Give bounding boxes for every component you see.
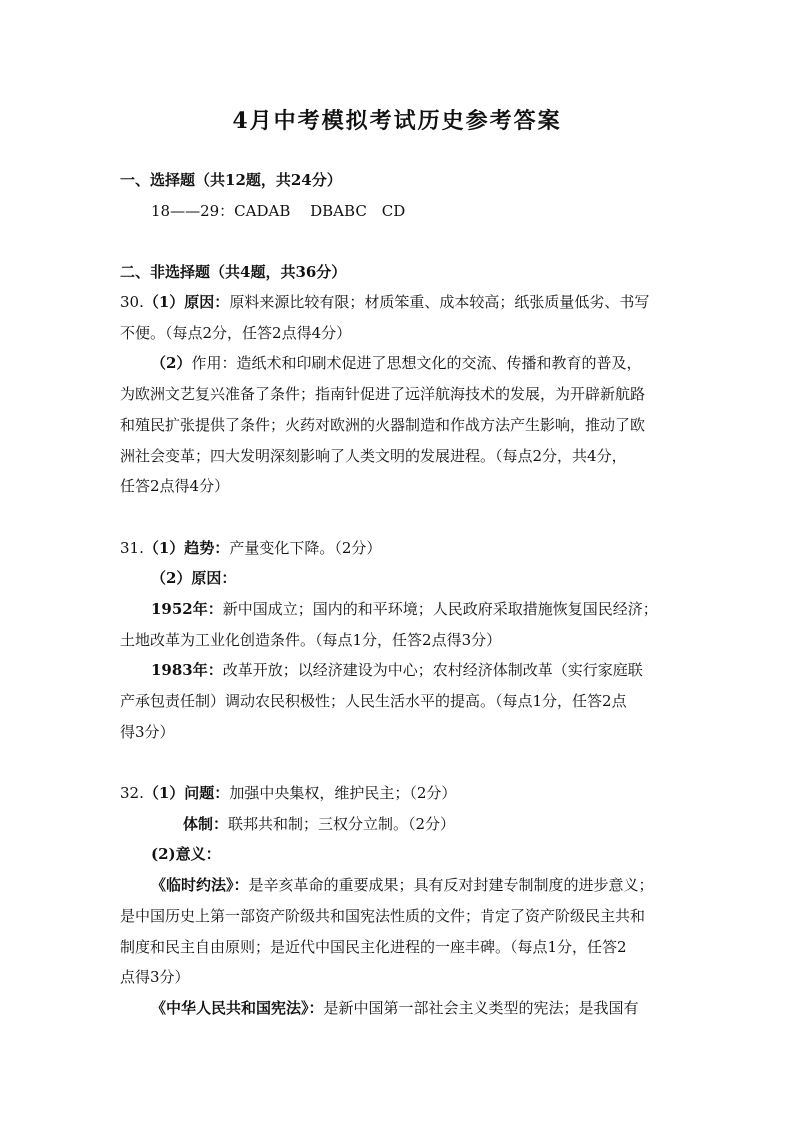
q31-part1-label: （1）趋势： — [143, 539, 230, 557]
q31-1983-label: 1983年： — [151, 661, 223, 679]
q31-1983-line-2: 产承包责任制）调动农民积极性；人民生活水平的提高。（每点1分，任答2点 — [120, 692, 627, 710]
q31-1983-text: 改革开放；以经济建设为中心；农村经济体制改革（实行家庭联 — [222, 661, 643, 679]
q31-part2-label: （2）原因： — [151, 569, 237, 587]
q31-1952-line-1 — [151, 599, 658, 619]
q32-system-label: 体制： — [183, 815, 229, 833]
q32-law1-line-1 — [151, 875, 654, 895]
q32-law1-line-2: 是中国历史上第一部资产阶级共和国宪法性质的文件；肯定了资产阶级民主共和 — [120, 907, 646, 925]
q31-1952-line-2: 土地改革为工业化创造条件。（每点1分，任答2点得3分） — [120, 631, 502, 649]
q30-part2-text: 作用：造纸术和印刷术促进了思想文化的交流、传播和教育的普及， — [191, 354, 642, 372]
q32-law2-label: 《中华人民共和国宪法》： — [151, 999, 324, 1017]
q30-part1-label: （1）原因： — [143, 293, 230, 311]
q31-1983-line-1 — [151, 660, 643, 680]
q31-1952-text: 新中国成立；国内的和平环境；人民政府采取措施恢复国民经济； — [222, 600, 658, 618]
q30-line-1 — [120, 292, 649, 312]
q30-line-4: 为欧洲文艺复兴准备了条件；指南针促进了远洋航海技术的发展，为开辟新航路 — [120, 385, 646, 403]
q30-part2-label: （2） — [151, 354, 192, 372]
q32-system-line — [183, 814, 455, 834]
section1-heading: 一、选择题（共12题，共24分） — [120, 171, 342, 189]
q32-system-text: 联邦共和制；三权分立制。（2分） — [228, 815, 456, 833]
q31-number: 31. — [120, 539, 144, 557]
q32-law1-line-3: 制度和民主自由原则；是近代中国民主化进程的一座丰碑。（每点1分，任答2 — [120, 938, 627, 956]
q30-line-7: 任答2点得4分） — [120, 477, 230, 495]
q32-number: 32. — [120, 784, 144, 802]
q32-law2-line-1 — [151, 998, 639, 1018]
q32-law1-text: 是辛亥革命的重要成果；具有反对封建专制制度的进步意义； — [248, 876, 654, 894]
q31-1952-label: 1952年： — [151, 600, 223, 618]
section2-heading: 二、非选择题（共4题，共36分） — [120, 263, 347, 281]
q32-part1-label: （1）问题： — [143, 784, 230, 802]
q32-law2-text: 是新中国第一部社会主义类型的宪法；是我国有 — [323, 999, 639, 1017]
q30-number: 30. — [120, 293, 144, 311]
q30-line-2: 不便。（每点2分，任答2点得4分） — [120, 324, 352, 342]
q30-part1-text: 原料来源比较有限；材质笨重、成本较高；纸张质量低劣、书写 — [229, 293, 650, 311]
q32-law1-line-4: 点得3分） — [120, 968, 190, 986]
q30-line-6: 洲社会变革；四大发明深刻影响了人类文明的发展进程。（每点2分，共4分， — [120, 447, 627, 465]
q32-part1-text: 加强中央集权，维护民主；（2分） — [229, 784, 457, 802]
q31-line-1 — [120, 538, 381, 558]
section1-answers: 18——29：CADAB DBABC CD — [151, 202, 406, 220]
page-title: 4月中考模拟考试历史参考答案 — [232, 108, 562, 134]
q31-part1-text: 产量变化下降。（2分） — [229, 539, 382, 557]
q31-1983-line-3: 得3分） — [120, 723, 175, 741]
q30-line-3 — [151, 353, 641, 373]
q32-line-1 — [120, 783, 456, 803]
q32-law1-label: 《临时约法》： — [151, 876, 249, 894]
q32-part2-label: (2)意义： — [151, 845, 221, 863]
q30-line-5: 和殖民扩张提供了条件；火药对欧洲的火器制造和作战方法产生影响，推动了欧 — [120, 416, 646, 434]
